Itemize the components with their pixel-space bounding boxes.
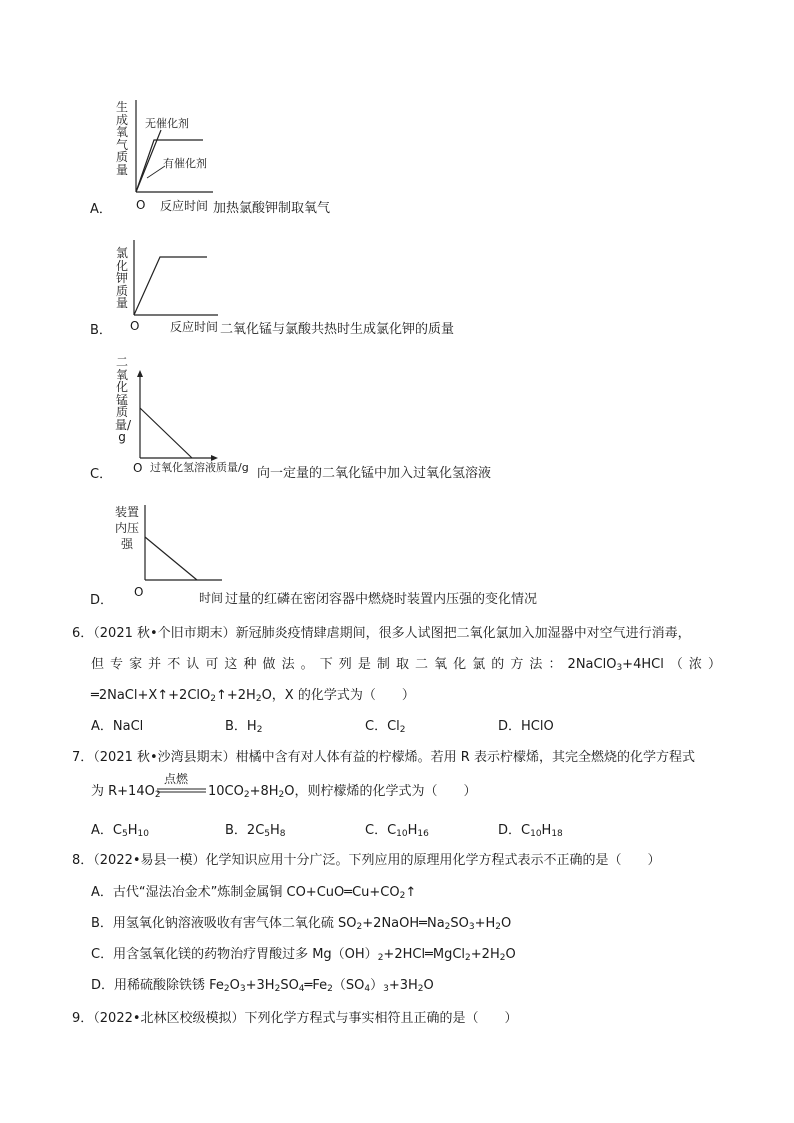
q8-stem: 8．（2022•易县一模）化学知识应用十分广泛。下列应用的原理用化学方程式表示不正确的是（ ） [72,853,661,868]
q7-line2a: 为 $R+14O_2$ [91,784,161,800]
q6-line1: 6．（2021 秋•个旧市期末）新冠肺炎疫情肆虐期间，很多人试图把二氧化氯加入加湿器中对空气进行消毒， [72,626,691,641]
q7-condition: 点燃 [164,772,189,786]
q8-option-b[interactable]: B．用氢氧化钠溶液吸收有害气体二氧化硫 $SO_2+2NaOH═Na_2SO_3+H_2O$ [91,916,512,932]
figD-origin: O [134,585,144,599]
figA-origin: O [136,198,146,212]
q7-option-a[interactable]: A．$C_5H_{10}$ [91,823,149,839]
q6-option-a[interactable]: A．NaCl [91,719,144,734]
q6-line2: 但专家并不认可这种做法。下列是制取二氧化氯的方法：2NaClO$_3$+4HCl（浓） [91,657,721,673]
q8-option-d[interactable]: D．用稀硫酸除铁锈 $Fe_2O_3+3H_2SO_4═Fe_2(SO_4)_3+3H_2O$ [91,978,434,994]
figB-ylabel: 氯化钾质量 [115,246,128,310]
q7-line1: 7．（2021 秋•沙湾县期末）柑橘中含有对人体有益的柠檬烯。若用 R 表示柠檬烯，其完全燃烧的化学方程式 [72,750,695,765]
figD-caption: 过量的红磷在密闭容器中燃烧时装置内压强的变化情况 [225,592,538,607]
q6-option-b[interactable]: B．$H_2$ [225,719,263,735]
q8-option-c[interactable]: C．用含氢氧化镁的药物治疗胃酸过多 $Mg(OH)_2+2HCl═MgCl_2+2H_2O$ [91,947,516,963]
figA-xlabel: 反应时间 [160,199,209,213]
figC-ylabel: 二氧化锰质量/g [115,355,132,444]
figB-xlabel: 反应时间 [170,320,219,334]
q7-option-d[interactable]: D．$C_{10}H_{18}$ [498,823,563,839]
figA-ylabel: 生成氧气质量 [115,100,128,177]
q8-option-a[interactable]: A．古代“湿法冶金术”炼制金属铜 $CO+CuO═Cu+CO_2↑$ [91,885,417,901]
figB-origin: O [130,319,140,333]
figC-letter: C． [90,467,113,482]
figC-origin: O [133,461,143,475]
figA-caption: 加热氯酸钾制取氧气 [213,201,331,216]
figC-xlabel: 过氧化氢溶液质量/g [150,461,249,474]
figD-xlabel: 时间 [199,591,224,605]
figA-curve2-label: 有催化剂 [163,157,207,170]
q6-option-c[interactable]: C．$Cl_2$ [365,719,406,735]
figB-letter: B． [90,323,112,338]
q6-line3: $═2NaCl+X↑+2ClO_2↑+2H_2O$，X 的化学式为（ ） [91,688,415,704]
q7-option-c[interactable]: C．$C_{10}H_{16}$ [365,823,429,839]
figD-ylabel: 装置内压强 [114,505,139,551]
q9-stem: 9．（2022•北林区校级模拟）下列化学方程式与事实相符且正确的是（ ） [72,1011,518,1026]
figB-caption: 二氧化锰与氯酸共热时生成氯化钾的质量 [220,322,455,337]
figA-letter: A． [90,202,112,217]
figD-letter: D． [90,593,114,608]
q7-line2b: $10CO_2+8H_2O$，则柠檬烯的化学式为（ ） [208,784,477,800]
figA-curve1-label: 无催化剂 [145,117,189,130]
figC-caption: 向一定量的二氧化锰中加入过氧化氢溶液 [257,466,492,481]
q7-option-b[interactable]: B．$2C_5H_8$ [225,823,286,839]
q6-option-d[interactable]: D．HClO [498,719,554,734]
